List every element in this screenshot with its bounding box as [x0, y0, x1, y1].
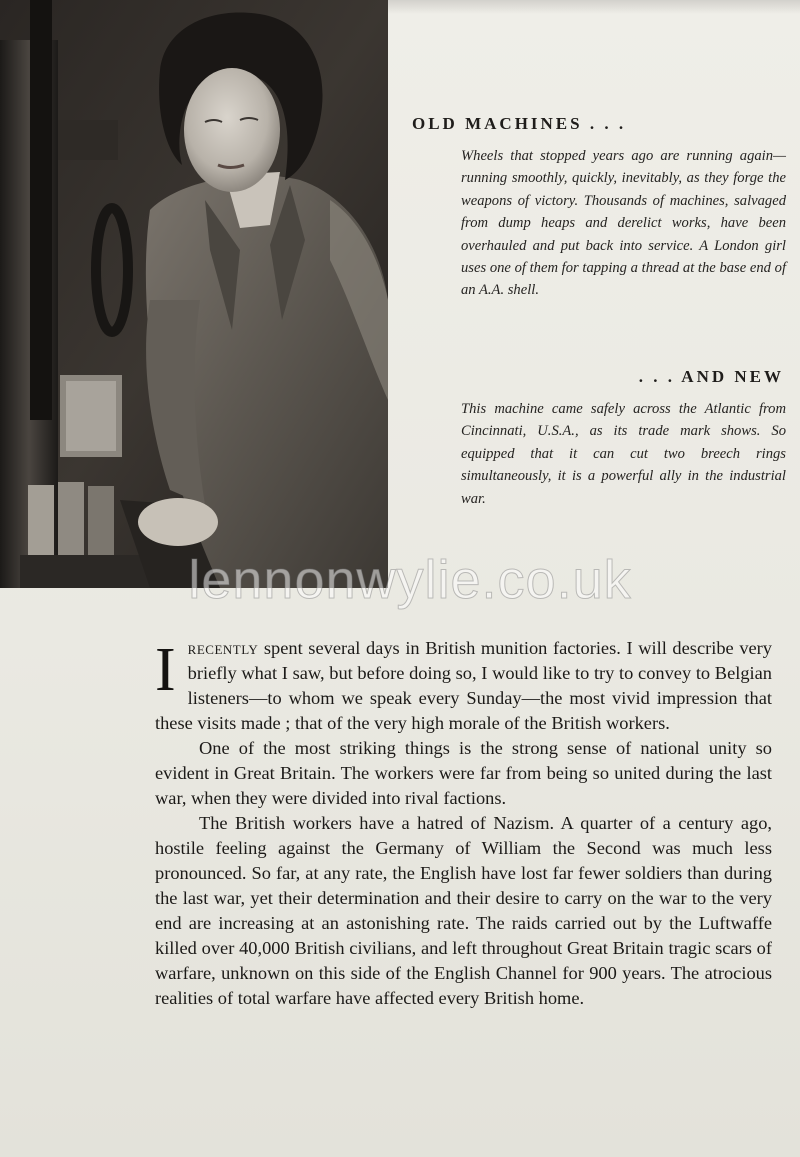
caption-new-heading: . . . AND NEW: [638, 367, 784, 386]
drop-cap: I: [155, 636, 176, 704]
article-body: [155, 636, 772, 1011]
article-paragraph-1-text: spent several days in British munition factories. I will describe very briefly what I saw, but before doing so, I would like to try to convey to Belgian listeners—to whom we speak every Sunday—the most vivid impression that these visits made ; that of the very high morale of the British workers.: [155, 638, 772, 733]
caption-old-heading: OLD MACHINES . . .: [412, 114, 627, 133]
caption-new-body: This machine came safely across the Atlantic from Cincinnati, U.S.A., as its trade mark shows. So equipped that it can cut two breech rings simultaneously, it is a powerful ally in the industrial war.: [461, 401, 786, 507]
caption-old-body: Wheels that stopped years ago are running again—running smoothly, quickly, inevitably, as they forge the weapons of victory. Thousands of machines, salvaged from dump heaps and derelict works, have been overhauled and put back into service. A London girl uses one of them for tapping a thread at the base end of an A.A. shell.: [461, 148, 786, 299]
page-shadow: [385, 0, 800, 14]
article-paragraph-1: [155, 636, 772, 736]
watermark-text: lennonwylie.co.uk: [188, 550, 632, 610]
article-paragraph-2: One of the most striking things is the strong sense of national unity so evident in Great Britain. The workers were far from being so united during the last war, when they were divided into rival factions.: [155, 738, 772, 808]
lead-in: recently: [187, 638, 259, 658]
photo-illustration: [0, 0, 388, 588]
photo-woman-at-machine: [0, 0, 388, 588]
article-paragraph-3: The British workers have a hatred of Nazism. A quarter of a century ago, hostile feeling against the Germany of William the Second was much less pronounced. So far, at any rate, the English have lost far fewer soldiers than during the last war, yet their determination and their desire to carry on the war to the very end are increasing at an astonishing rate. The raids carried out by the Luftwaffe killed over 40,000 British civilians, and left throughout Great Britain tragic scars of warfare, unknown on this side of the English Channel for 900 years. The atrocious realities of total warfare have affected every British home.: [155, 813, 772, 1008]
